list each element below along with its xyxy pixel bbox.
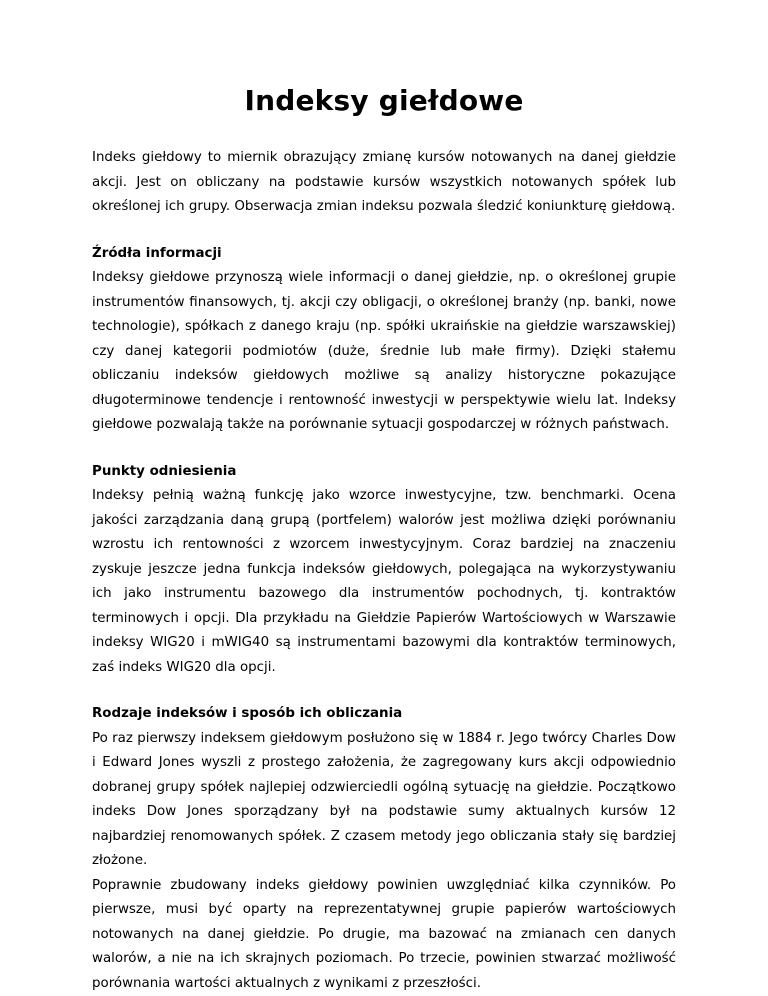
section-paragraph-zrodla-informacji: Indeksy giełdowe przynoszą wiele informacji o danej giełdzie, np. o określonej grupie instrumentów finansowych, tj. akcji czy obligacji, o określonej branży (np. banki, nowe technologie), spółkach z danego kraju (np. spółki ukraińskie na giełdzie warszawskiej) czy danej kategorii podmiotów (duże, średnie lub małe firmy). Dzięki stałemu obliczaniu indeksów giełdowych możliwe są analizy historyczne pokazujące długoterminowe tendencje i rentowność inwestycji w perspektywie wielu lat. Indeksy giełdowe pozwalają także na porównanie sytuacji gospodarczej w różnych państwach. bbox=[92, 266, 676, 438]
section-paragraph-punkty-odniesienia: Indeksy pełnią ważną funkcję jako wzorce inwestycyjne, tzw. benchmarki. Ocena jakości zarządzania daną grupą (portfelem) walorów jest możliwa dzięki porównaniu wzrostu ich rentowności z wzorcem inwestycyjnym. Coraz bardziej na znaczeniu zyskuje jeszcze jedna funkcja indeksów giełdowych, polegająca na wykorzystywaniu ich jako instrumentu bazowego dla instrumentów pochodnych, tj. kontraktów terminowych i opcji. Dla przykładu na Giełdzie Papierów Wartościowych w Warszawie indeksy WIG20 i mWIG40 są instrumentami bazowymi dla kontraktów terminowych, zaś indeks WIG20 dla opcji. bbox=[92, 484, 676, 680]
document-body bbox=[92, 146, 676, 996]
section-heading-rodzaje-indeksow: Rodzaje indeksów i sposób ich obliczania bbox=[92, 702, 676, 727]
document-title: Indeksy giełdowe bbox=[0, 84, 768, 117]
section-paragraph-rodzaje-indeksow-2: Poprawnie zbudowany indeks giełdowy powinien uwzględniać kilka czynników. Po pierwsze, musi być oparty na reprezentatywnej grupie papierów wartościowych notowanych na danej giełdzie. Po drugie, ma bazować na zmianach cen danych walorów, a nie na ich skrajnych poziomach. Po trzecie, powinien stwarzać możliwość porównania wartości aktualnych z wynikami z przeszłości. bbox=[92, 874, 676, 996]
intro-paragraph: Indeks giełdowy to miernik obrazujący zmianę kursów notowanych na danej giełdzie akcji. Jest on obliczany na podstawie kursów wszystkich notowanych spółek lub określonej ich grupy. Obserwacja zmian indeksu pozwala śledzić koniunkturę giełdową. bbox=[92, 146, 676, 220]
section-heading-zrodla-informacji: Źródła informacji bbox=[92, 242, 676, 267]
section-heading-punkty-odniesienia: Punkty odniesienia bbox=[92, 460, 676, 485]
section-paragraph-rodzaje-indeksow-1: Po raz pierwszy indeksem giełdowym posłużono się w 1884 r. Jego twórcy Charles Dow i Edward Jones wyszli z prostego założenia, że zagregowany kurs akcji odpowiednio dobranej grupy spółek najlepiej odzwierciedli ogólną sytuację na giełdzie. Początkowo indeks Dow Jones sporządzany był na podstawie sumy aktualnych kursów 12 najbardziej renomowanych spółek. Z czasem metody jego obliczania stały się bardziej złożone. bbox=[92, 727, 676, 874]
